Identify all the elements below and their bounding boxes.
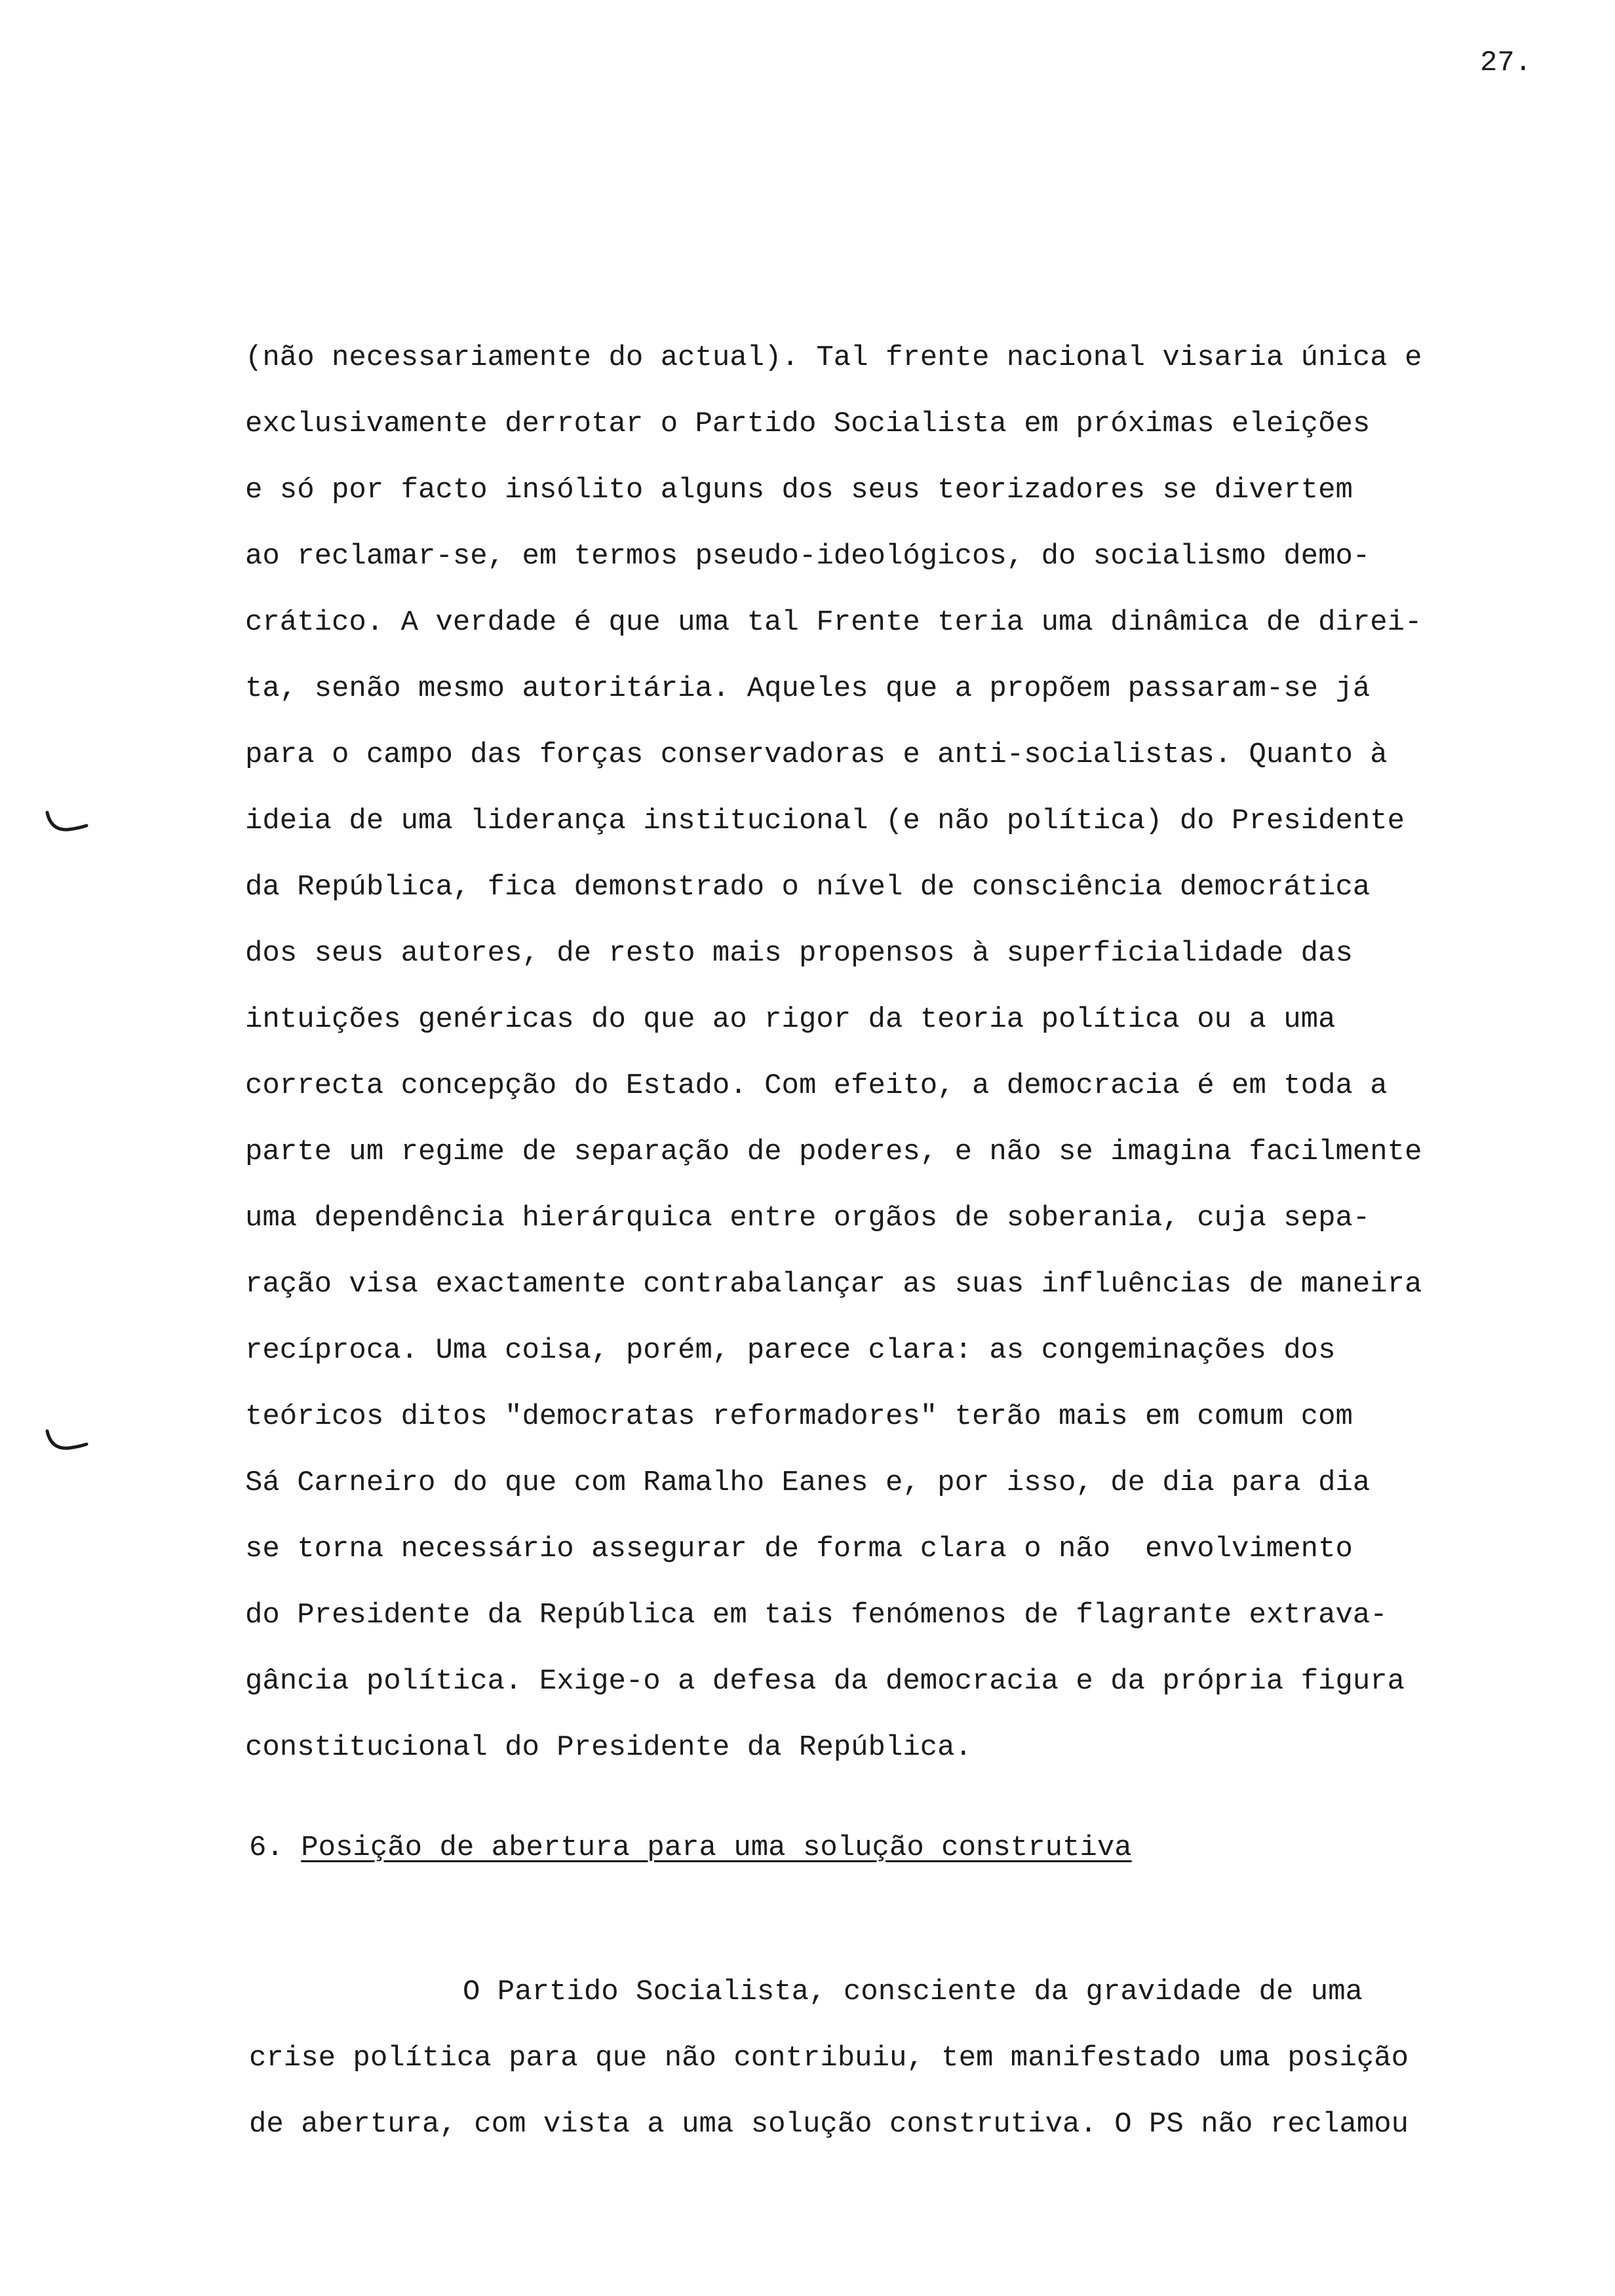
text-line: exclusivamente derrotar o Partido Socialista em próximas eleições <box>245 408 1371 440</box>
text-line: ração visa exactamente contrabalançar as suas influências de maneira <box>245 1268 1422 1301</box>
paragraph-2 <box>249 1959 1599 2158</box>
text-line: ideia de uma liderança institucional (e não política) do Presidente <box>245 805 1405 837</box>
text-line: dos seus autores, de resto mais propensos à superficialidade das <box>245 937 1353 970</box>
margin-check-mark-1 <box>45 810 90 836</box>
margin-check-mark-2 <box>45 1428 90 1455</box>
text-line: uma dependência hierárquica entre orgãos de soberania, cuja sepa- <box>245 1202 1371 1234</box>
text-line: de abertura, com vista a uma solução construtiva. O PS não reclamou <box>249 2108 1409 2141</box>
text-line: (não necessariamente do actual). Tal frente nacional visaria única e <box>245 341 1422 374</box>
text-line: para o campo das forças conservadoras e anti-socialistas. Quanto à <box>245 738 1388 771</box>
section-number: 6. <box>249 1831 302 1864</box>
text-line: Sá Carneiro do que com Ramalho Eanes e, por isso, de dia para dia <box>245 1466 1371 1499</box>
paragraph-1 <box>245 325 1595 1781</box>
text-line: parte um regime de separação de poderes, e não se imagina facilmente <box>245 1136 1422 1168</box>
text-line: constitucional do Presidente da República. <box>245 1731 972 1764</box>
section-title: Posição de abertura para uma solução construtiva <box>301 1831 1132 1864</box>
text-line: crise política para que não contribuiu, tem manifestado uma posição <box>249 2042 1409 2075</box>
text-line: gância política. Exige-o a defesa da democracia e da própria figura <box>245 1665 1405 1698</box>
text-line: se torna necessário assegurar de forma clara o não envolvimento <box>245 1533 1353 1565</box>
text-line: do Presidente da República em tais fenómenos de flagrante extrava- <box>245 1599 1388 1632</box>
text-line: O Partido Socialista, consciente da gravidade de uma <box>463 1976 1363 2008</box>
text-line: ao reclamar-se, em termos pseudo-ideológicos, do socialismo demo- <box>245 540 1371 573</box>
page-number: 27. <box>1480 47 1532 79</box>
text-line: recíproca. Uma coisa, porém, parece clara: as congeminações dos <box>245 1334 1336 1367</box>
section-heading <box>249 1828 1132 1867</box>
text-line: intuições genéricas do que ao rigor da teoria política ou a uma <box>245 1003 1336 1036</box>
text-line: da República, fica demonstrado o nível de consciência democrática <box>245 871 1371 904</box>
text-line: crático. A verdade é que uma tal Frente teria uma dinâmica de direi- <box>245 606 1422 639</box>
text-line: ta, senão mesmo autoritária. Aqueles que a propõem passaram-se já <box>245 672 1371 705</box>
text-line: e só por facto insólito alguns dos seus teorizadores se divertem <box>245 474 1353 507</box>
text-line: teóricos ditos "democratas reformadores" terão mais em comum com <box>245 1400 1353 1433</box>
text-line: correcta concepção do Estado. Com efeito, a democracia é em toda a <box>245 1069 1388 1102</box>
